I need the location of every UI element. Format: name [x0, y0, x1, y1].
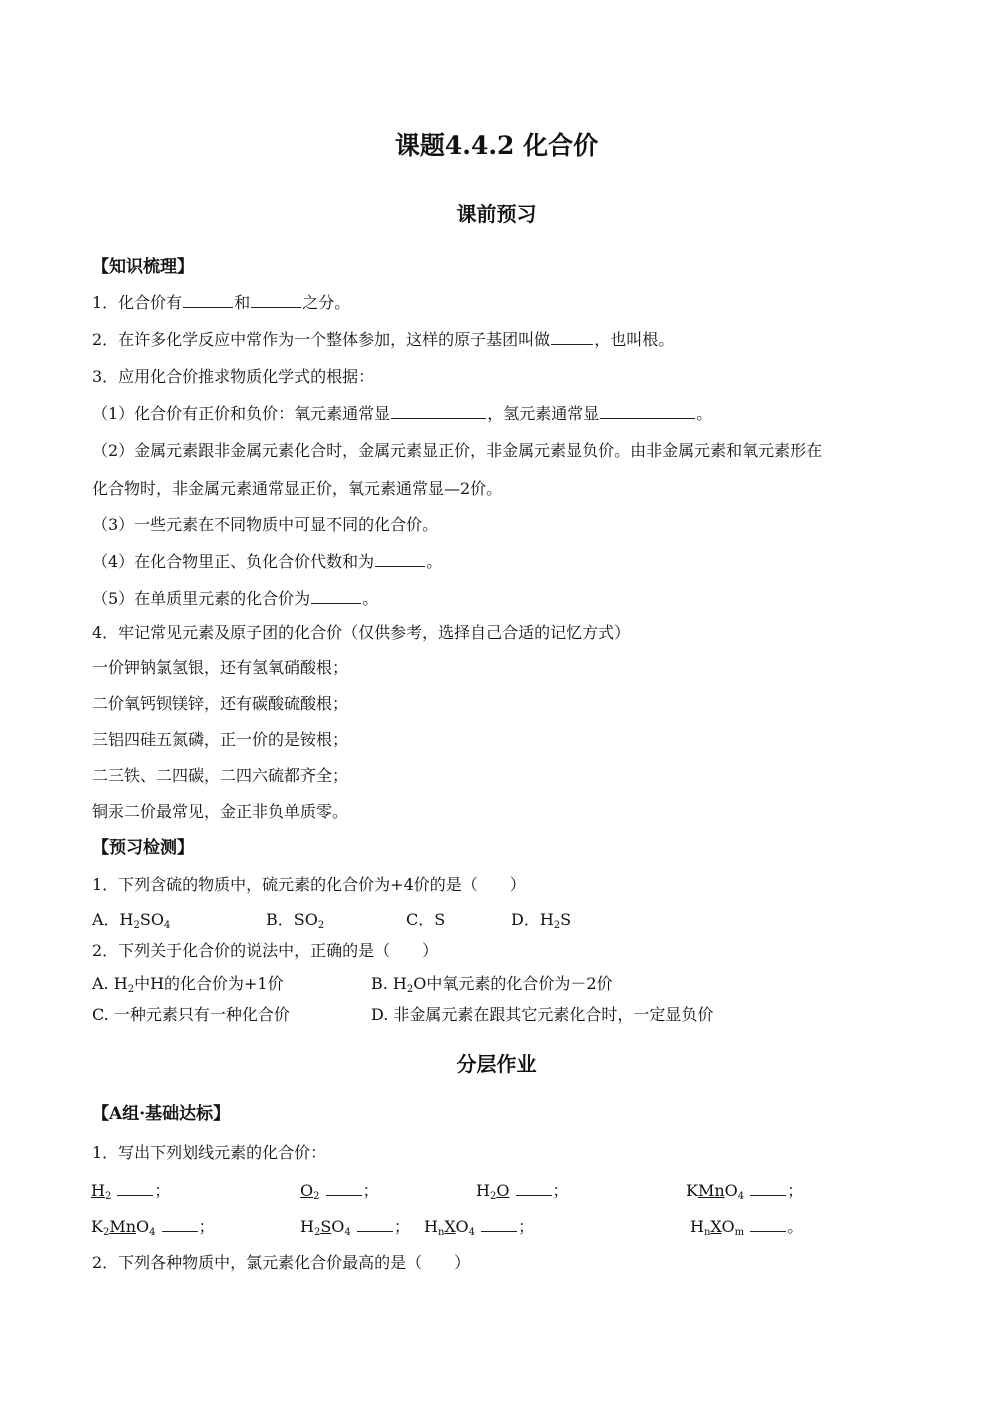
answer-blank[interactable] — [750, 1181, 786, 1196]
answer-blank[interactable] — [183, 293, 233, 308]
knowledge-s2-line1: （2）金属元素跟非金属元素化合时，金属元素显正价，非金属元素显负价。由非金属元素和氧元素形在 — [92, 441, 823, 460]
check-heading: 【预习检测】 — [92, 838, 194, 858]
mnemonic-line: 铜汞二价最常见，金正非负单质零。 — [92, 802, 349, 821]
formula-h2: $H_2$ ； — [91, 1181, 171, 1202]
answer-blank[interactable] — [551, 330, 593, 345]
homework-heading: 分层作业 — [456, 1052, 537, 1076]
mnemonic-line: 二价氧钙钡镁锌，还有碳酸硫酸根； — [92, 694, 349, 713]
answer-blank[interactable] — [375, 552, 425, 567]
answer-blank[interactable] — [600, 404, 695, 419]
formula-o2: $O_2$ ； — [300, 1181, 379, 1202]
knowledge-heading: 【知识梳理】 — [92, 257, 194, 277]
page-title: 课题4.4.2 化合价 — [394, 131, 599, 160]
check-q1: 1．下列含硫的物质中，硫元素的化合价为+4价的是（ ） — [92, 875, 526, 894]
formula-h2o: $H_2O$ ； — [476, 1181, 569, 1202]
formula-k2mno4: $K_2MnO_4$ ； — [91, 1217, 215, 1238]
answer-blank[interactable] — [750, 1217, 786, 1232]
group-a-q1: 1．写出下列划线元素的化合价： — [92, 1143, 327, 1162]
knowledge-s3: （3）一些元素在不同物质中可显不同的化合价。 — [92, 515, 439, 534]
answer-blank[interactable] — [357, 1217, 393, 1232]
knowledge-q2: 2．在许多化学反应中常作为一个整体参加，这样的原子基团叫做 ，也叫根。 — [92, 330, 675, 349]
option-b[interactable]: B. $H_2O$中氧元素的化合价为－2价 — [371, 974, 613, 995]
formula-hnxom: $H_nXO_m$ 。 — [690, 1217, 804, 1238]
answer-blank[interactable] — [326, 1181, 362, 1196]
answer-blank[interactable] — [391, 404, 486, 419]
formula-kmno4: KMnO$_4$ ； — [686, 1181, 804, 1202]
option-d[interactable]: D．$H_2S$ — [511, 910, 572, 931]
answer-blank[interactable] — [516, 1181, 552, 1196]
check-q2: 2．下列关于化合价的说法中，正确的是（ ） — [92, 941, 439, 960]
option-a[interactable]: A. $H_2$中H的化合价为+1价 — [92, 974, 284, 995]
knowledge-q4: 4．牢记常见元素及原子团的化合价（仅供参考，选择自己合适的记忆方式） — [92, 623, 631, 642]
option-c[interactable]: C. 一种元素只有一种化合价 — [92, 1005, 290, 1024]
knowledge-q1: 1．化合价有 和 之分。 — [92, 293, 351, 312]
option-a[interactable]: A．$H_2SO_4$ — [92, 910, 171, 931]
mnemonic-line: 二三铁、二四碳，二四六硫都齐全； — [92, 766, 349, 785]
preview-heading: 课前预习 — [456, 202, 537, 226]
group-a-heading: 【A组·基础达标】 — [92, 1104, 231, 1124]
answer-blank[interactable] — [481, 1217, 517, 1232]
mnemonic-line: 一价钾钠氯氢银，还有氢氧硝酸根； — [92, 658, 349, 677]
option-b[interactable]: B．$SO_2$ — [266, 910, 325, 931]
answer-blank[interactable] — [251, 293, 301, 308]
mnemonic-line: 三铝四硅五氮磷，正一价的是铵根； — [92, 730, 349, 749]
formula-h2so4: $H_2SO_4$ ； — [300, 1217, 410, 1238]
answer-blank[interactable] — [117, 1181, 153, 1196]
option-d[interactable]: D. 非金属元素在跟其它元素化合时，一定显负价 — [371, 1005, 714, 1024]
knowledge-s4: （4）在化合物里正、负化合价代数和为 。 — [92, 552, 443, 571]
option-c[interactable]: C．S — [406, 910, 446, 929]
knowledge-s2-line2: 化合物时，非金属元素通常显正价，氧元素通常显—2价。 — [92, 479, 503, 498]
formula-hnxo4: $H_nXO_4$ ； — [424, 1217, 535, 1238]
answer-blank[interactable] — [311, 589, 361, 604]
knowledge-s1: （1）化合价有正价和负价：氧元素通常显 ，氢元素通常显 。 — [92, 404, 713, 423]
answer-blank[interactable] — [162, 1217, 198, 1232]
knowledge-q3: 3．应用化合价推求物质化学式的根据： — [92, 367, 375, 386]
knowledge-s5: （5）在单质里元素的化合价为 。 — [92, 589, 379, 608]
group-a-q2: 2．下列各种物质中，氯元素化合价最高的是（ ） — [92, 1253, 471, 1272]
